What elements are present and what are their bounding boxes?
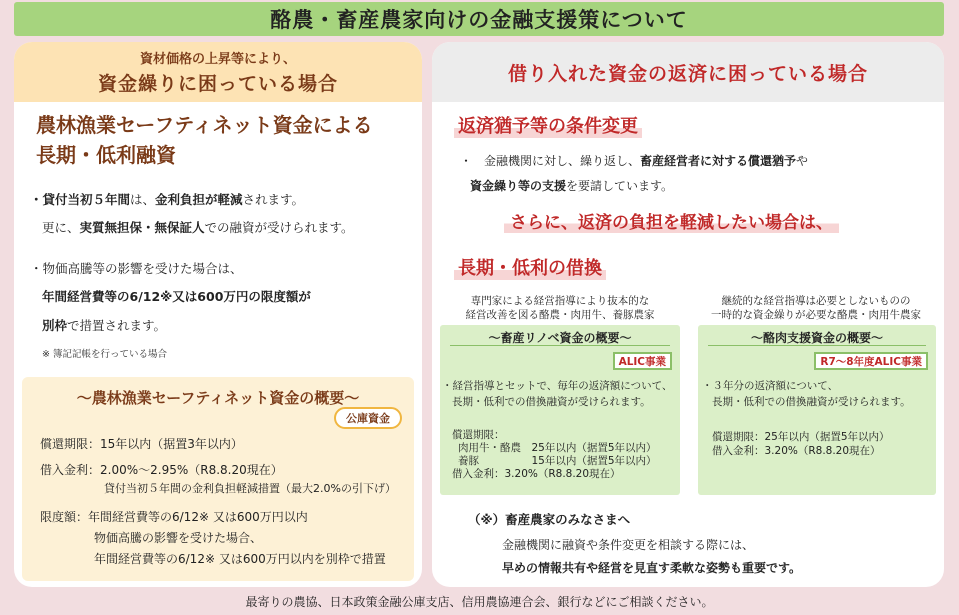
bullet1-line2-part3: での融資が受けられます。 — [204, 220, 354, 235]
bullet1-part4: されます。 — [242, 192, 305, 207]
rakuniku-overview-box — [698, 325, 936, 495]
bullet2-line3-part2: で措置されます。 — [67, 318, 167, 333]
renova-text-line2: 長期・低利での借換融資が受けられます。 — [452, 396, 651, 408]
bullet-limit-amount — [42, 289, 311, 305]
renova-repay-line2: 養豚 15年以内（据置5年以内） — [458, 455, 657, 467]
safety-net-heading-line2: 長期・低利融資 — [36, 143, 176, 167]
bullet2-line2: 年間経営費等の6/12※又は600万円の限度額が — [42, 289, 311, 304]
rakuniku-text-line1: ・３年分の返済額について、 — [702, 380, 839, 392]
footer-contact-note: 最寄りの農協、日本政策金融公庫支店、信用農協連合会、銀行などにご相談ください。 — [245, 595, 714, 609]
renova-caption-line2: 経営改善を図る酪農・肉用牛、養豚農家 — [465, 309, 655, 321]
bullet2-line3-part1: 別枠 — [42, 318, 68, 333]
bullet1-part1: ・貸付当初５年間 — [30, 192, 131, 207]
renova-title: ～畜産リノベ資金の概要～ — [488, 331, 632, 345]
renova-rate: 借入金利：3.20%（R8.8.20現在） — [452, 468, 621, 480]
left-header-title: 資金繰りに困っている場合 — [97, 73, 338, 95]
para-line1-part3: や — [796, 154, 809, 168]
bullet-interest-reduction — [30, 192, 304, 208]
request-para-line1 — [460, 152, 808, 169]
rakuniku-title-divider — [708, 345, 926, 346]
farmer-note-line1: 金融機関に融資や条件変更を相談する際には、 — [502, 538, 755, 552]
overview-rate-note: 貸付当初５年間の金利負担軽減措置（最大2.0%の引下げ） — [104, 482, 396, 495]
renova-target-caption — [440, 294, 680, 322]
page-title: 酪農・畜産農家向けの金融支援策について — [14, 2, 944, 36]
rakuniku-caption-line1: 継続的な経営指導は必要としないものの — [721, 295, 911, 307]
left-panel — [14, 42, 422, 587]
overview-interest-rate: 借入金利：2.00%～2.95%（R8.8.20現在） — [40, 463, 283, 477]
renova-repay-line1: 肉用牛・酪農 25年以内（据置5年以内） — [458, 442, 657, 454]
bullet1-line2-part2: 実質無担保・無保証人 — [79, 220, 205, 235]
overview-limit-line2: 物価高騰の影響を受けた場合、 — [94, 531, 263, 545]
para-line2-part1: 資金繰り等の支援 — [470, 179, 567, 193]
bullet1-part2: は、 — [130, 192, 156, 207]
para-line2-part2: を要請しています。 — [566, 179, 674, 193]
safety-net-heading — [36, 110, 422, 170]
rakuniku-text-line2: 長期・低利での借換融資が受けられます。 — [712, 396, 911, 408]
renova-title-divider — [450, 345, 670, 346]
bullet-separate-frame — [42, 318, 166, 334]
further-reduction-heading: さらに、返済の負担を軽減したい場合は、 — [504, 208, 839, 233]
para-line1-part2: 畜産経営者に対する償還猶予 — [640, 154, 797, 168]
request-para-line2 — [470, 177, 673, 194]
overview-limit-line1: 限度額：年間経営費等の6/12※ 又は600万円以内 — [40, 510, 308, 524]
overview-title: ～農林漁業セーフティネット資金の概要～ — [76, 389, 360, 407]
overview-repay-term: 償還期限：15年以内（据置3年以内） — [40, 437, 243, 451]
left-header-subtitle: 資材価格の上昇等により、 — [139, 52, 296, 67]
renova-text-line1: ・経営指導とセットで、毎年の返済額について、 — [442, 380, 673, 392]
bullet1-line2-part1: 更に、 — [42, 220, 80, 235]
right-panel — [432, 42, 944, 587]
renova-caption-line1: 専門家による経営指導により抜本的な — [470, 295, 650, 307]
rakuniku-rate: 借入金利：3.20%（R8.8.20現在） — [712, 445, 881, 457]
rakuniku-target-caption — [694, 294, 938, 322]
rakuniku-title: ～酪肉支援資金の概要～ — [750, 331, 883, 345]
rakuniku-repay: 償還期限：25年以内（据置5年以内） — [712, 431, 890, 443]
farmer-note-line2: 早めの情報共有や経営を見直す柔軟な姿勢も重要です。 — [502, 561, 802, 575]
bullet1-part3: 金利負担が軽減 — [155, 192, 243, 207]
left-panel-header — [14, 42, 422, 102]
bullet-price-surge: ・物価高騰等の影響を受けた場合は、 — [30, 261, 243, 276]
refinance-heading: 長期・低利の借換 — [454, 254, 606, 280]
para-line1-part1: ・ 金融機関に対し、繰り返し、 — [460, 154, 641, 168]
rakuniku-caption-line2: 一時的な資金繰りが必要な酪農・肉用牛農家 — [711, 309, 921, 321]
farmer-note-title: （※）畜産農家のみなさまへ — [468, 512, 631, 527]
overview-limit-line3: 年間経営費等の6/12※ 又は600万円以内を別枠で措置 — [94, 552, 386, 566]
rakuniku-alic-badge: R7～8年度ALIC事業 — [814, 352, 928, 370]
renova-alic-badge: ALIC事業 — [613, 352, 672, 370]
bookkeeping-footnote: ※ 簿記記帳を行っている場合 — [42, 349, 167, 360]
safety-net-overview-box — [22, 377, 414, 581]
public-fund-badge: 公庫資金 — [334, 407, 402, 429]
right-panel-header: 借り入れた資金の返済に困っている場合 — [432, 42, 944, 102]
renova-overview-box — [440, 325, 680, 495]
bullet-no-collateral — [42, 220, 354, 236]
safety-net-heading-line1: 農林漁業セーフティネット資金による — [36, 113, 373, 137]
renova-repay-label: 償還期限： — [452, 429, 505, 441]
condition-change-heading: 返済猶予等の条件変更 — [454, 112, 642, 138]
